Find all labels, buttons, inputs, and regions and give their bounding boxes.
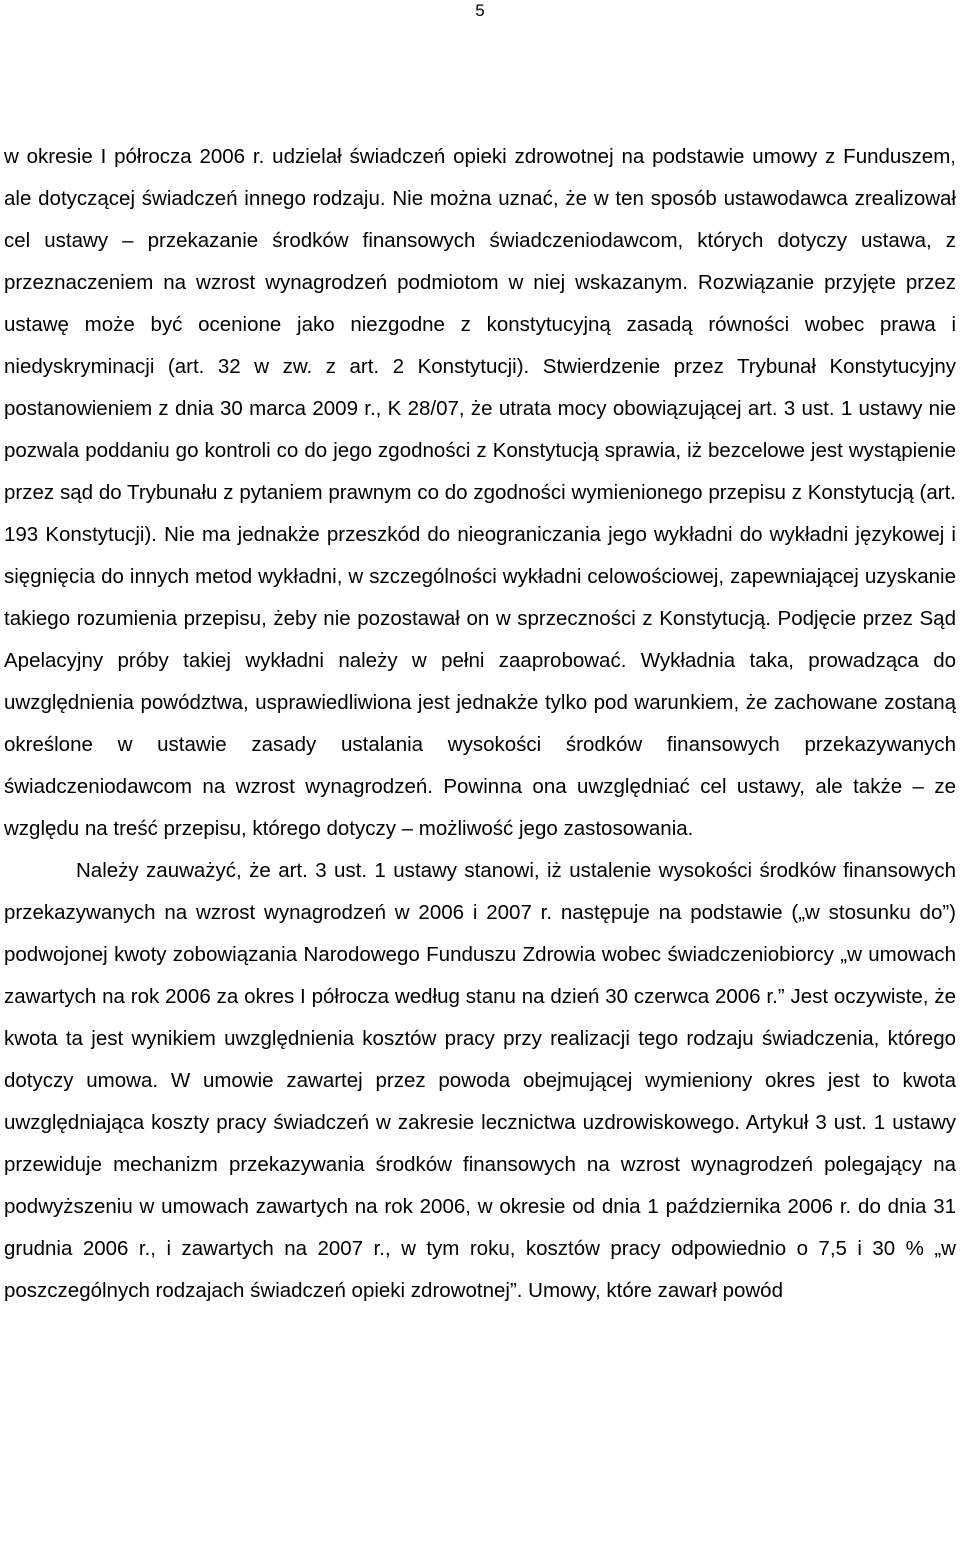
paragraph-2: Należy zauważyć, że art. 3 ust. 1 ustawy stanowi, iż ustalenie wysokości środków finansowych przekazywanych na wzrost wynagrodzeń w 2006 i 2007 r. następuje na podstawie („w stosunku do”) podwojonej kwoty zobowiązania Narodowego Funduszu Zdrowia wobec świadczeniobiorcy „w umowach zawartych na rok 2006 za okres I półrocza według stanu na dzień 30 czerwca 2006 r.” Jest oczywiste, że kwota ta jest wynikiem uwzględnienia kosztów pracy przy realizacji tego rodzaju świadczenia, którego dotyczy umowa. W umowie zawartej przez powoda obejmującej wymieniony okres jest to kwota uwzględniająca koszty pracy świadczeń w zakresie lecznictwa uzdrowiskowego. Artykuł 3 ust. 1 ustawy przewiduje mechanizm przekazywania środków finansowych na wzrost wynagrodzeń polegający na podwyższeniu w umowach zawartych na rok 2006, w okresie od dnia 1 października 2006 r. do dnia 31 grudnia 2006 r., i zawartych na 2007 r., w tym roku, kosztów pracy odpowiednio o 7,5 i 30 % „w poszczególnych rodzajach świadczeń opieki zdrowotnej”. Umowy, które zawarł powód — [4, 859, 956, 1302]
page-number: 5 — [475, 1, 485, 20]
paragraph-1: w okresie I półrocza 2006 r. udzielał świadczeń opieki zdrowotnej na podstawie umowy z Funduszem, ale dotyczącej świadczeń innego rodzaju. Nie można uznać, że w ten sposób ustawodawca zrealizował cel ustawy – przekazanie środków finansowych świadczeniodawcom, których dotyczy ustawa, z przeznaczeniem na wzrost wynagrodzeń podmiotom w niej wskazanym. Rozwiązanie przyjęte przez ustawę może być ocenione jako niezgodne z konstytucyjną zasadą równości wobec prawa i niedyskryminacji (art. 32 w zw. z art. 2 Konstytucji). Stwierdzenie przez Trybunał Konstytucyjny postanowieniem z dnia 30 marca 2009 r., K 28/07, że utrata mocy obowiązującej art. 3 ust. 1 ustawy nie pozwala poddaniu go kontroli co do jego zgodności z Konstytucją sprawia, iż bezcelowe jest wystąpienie przez sąd do Trybunału z pytaniem prawnym co do zgodności wymienionego przepisu z Konstytucją (art. 193 Konstytucji). Nie ma jednakże przeszkód do nieograniczania jego wykładni do wykładni językowej i sięgnięcia do innych metod wykładni, w szczególności wykładni celowościowej, zapewniającej uzyskanie takiego rozumienia przepisu, żeby nie pozostawał on w sprzeczności z Konstytucją. Podjęcie przez Sąd Apelacyjny próby takiej wykładni należy w pełni zaaprobować. Wykładnia taka, prowadząca do uwzględnienia powództwa, usprawiedliwiona jest jednakże tylko pod warunkiem, że zachowane zostaną określone w ustawie zasady ustalania wysokości środków finansowych przekazywanych świadczeniodawcom na wzrost wynagrodzeń. Powinna ona uwzględniać cel ustawy, ale także – ze względu na treść przepisu, którego dotyczy – możliwość jego zastosowania. — [4, 145, 956, 840]
document-body — [4, 136, 956, 1312]
